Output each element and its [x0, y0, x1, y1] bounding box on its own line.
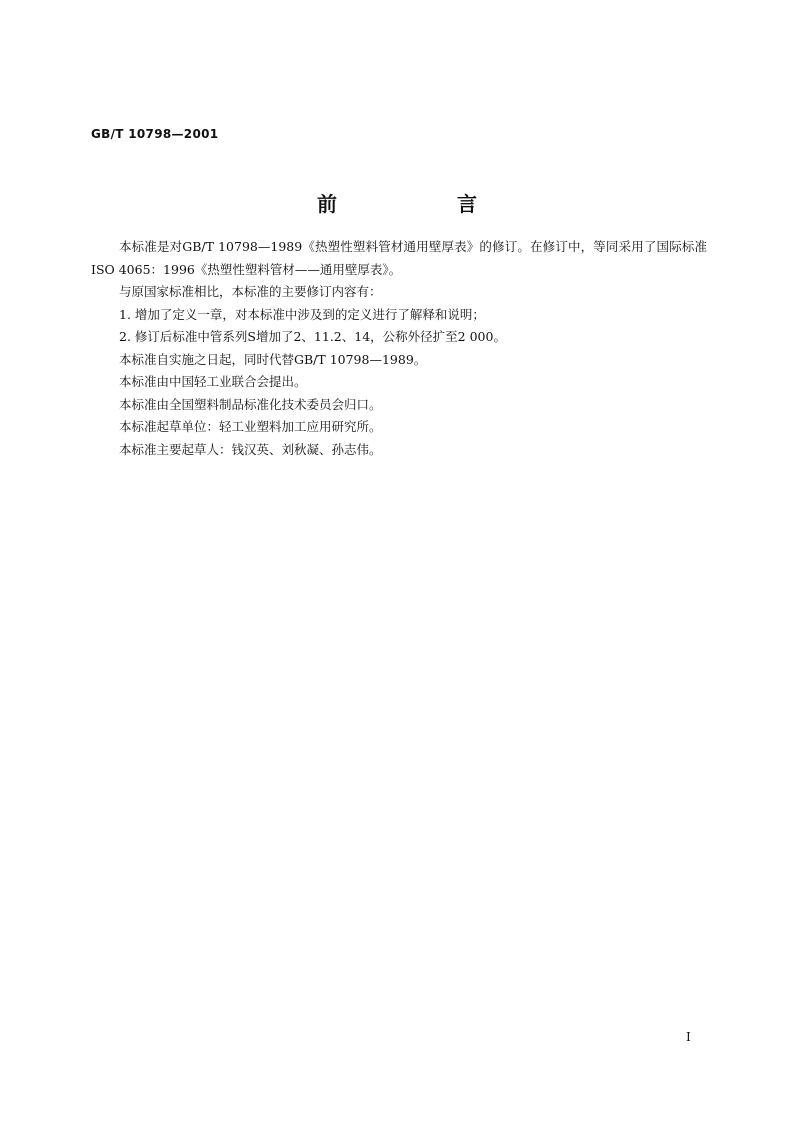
paragraph-change-1: 1. 增加了定义一章，对本标准中涉及到的定义进行了解释和说明；: [119, 306, 485, 322]
paragraph-centralized-by: 本标准由全国塑料制品标准化技术委员会归口。: [119, 396, 382, 412]
standard-code-header: GB/T 10798—2001: [91, 127, 219, 141]
paragraph-drafters: 本标准主要起草人：钱汉英、刘秋凝、孙志伟。: [119, 441, 382, 457]
paragraph-proposed-by: 本标准由中国轻工业联合会提出。: [119, 374, 307, 389]
paragraph-drafting-unit: 本标准起草单位：轻工业塑料加工应用研究所。: [119, 419, 382, 434]
paragraph-changes-intro: 与原国家标准相比，本标准的主要修订内容有：: [119, 284, 382, 299]
paragraph-revision-intro: 本标准是对GB/T 10798—1989《热塑性塑料管材通用壁厚表》的修订。在修订中，等同采用了国际标准ISO 4065：1996《热塑性塑料管材——通用壁厚表》。: [91, 239, 707, 277]
page-number: I: [686, 1030, 691, 1044]
page-title: 前 言: [317, 192, 527, 216]
paragraph-supersedes: 本标准自实施之日起，同时代替GB/T 10798—1989。: [119, 351, 427, 367]
paragraph-change-2: 2. 修订后标准中管系列S增加了2、11.2、14，公称外径扩至2 000。: [119, 329, 506, 344]
preface-body: [91, 236, 707, 461]
